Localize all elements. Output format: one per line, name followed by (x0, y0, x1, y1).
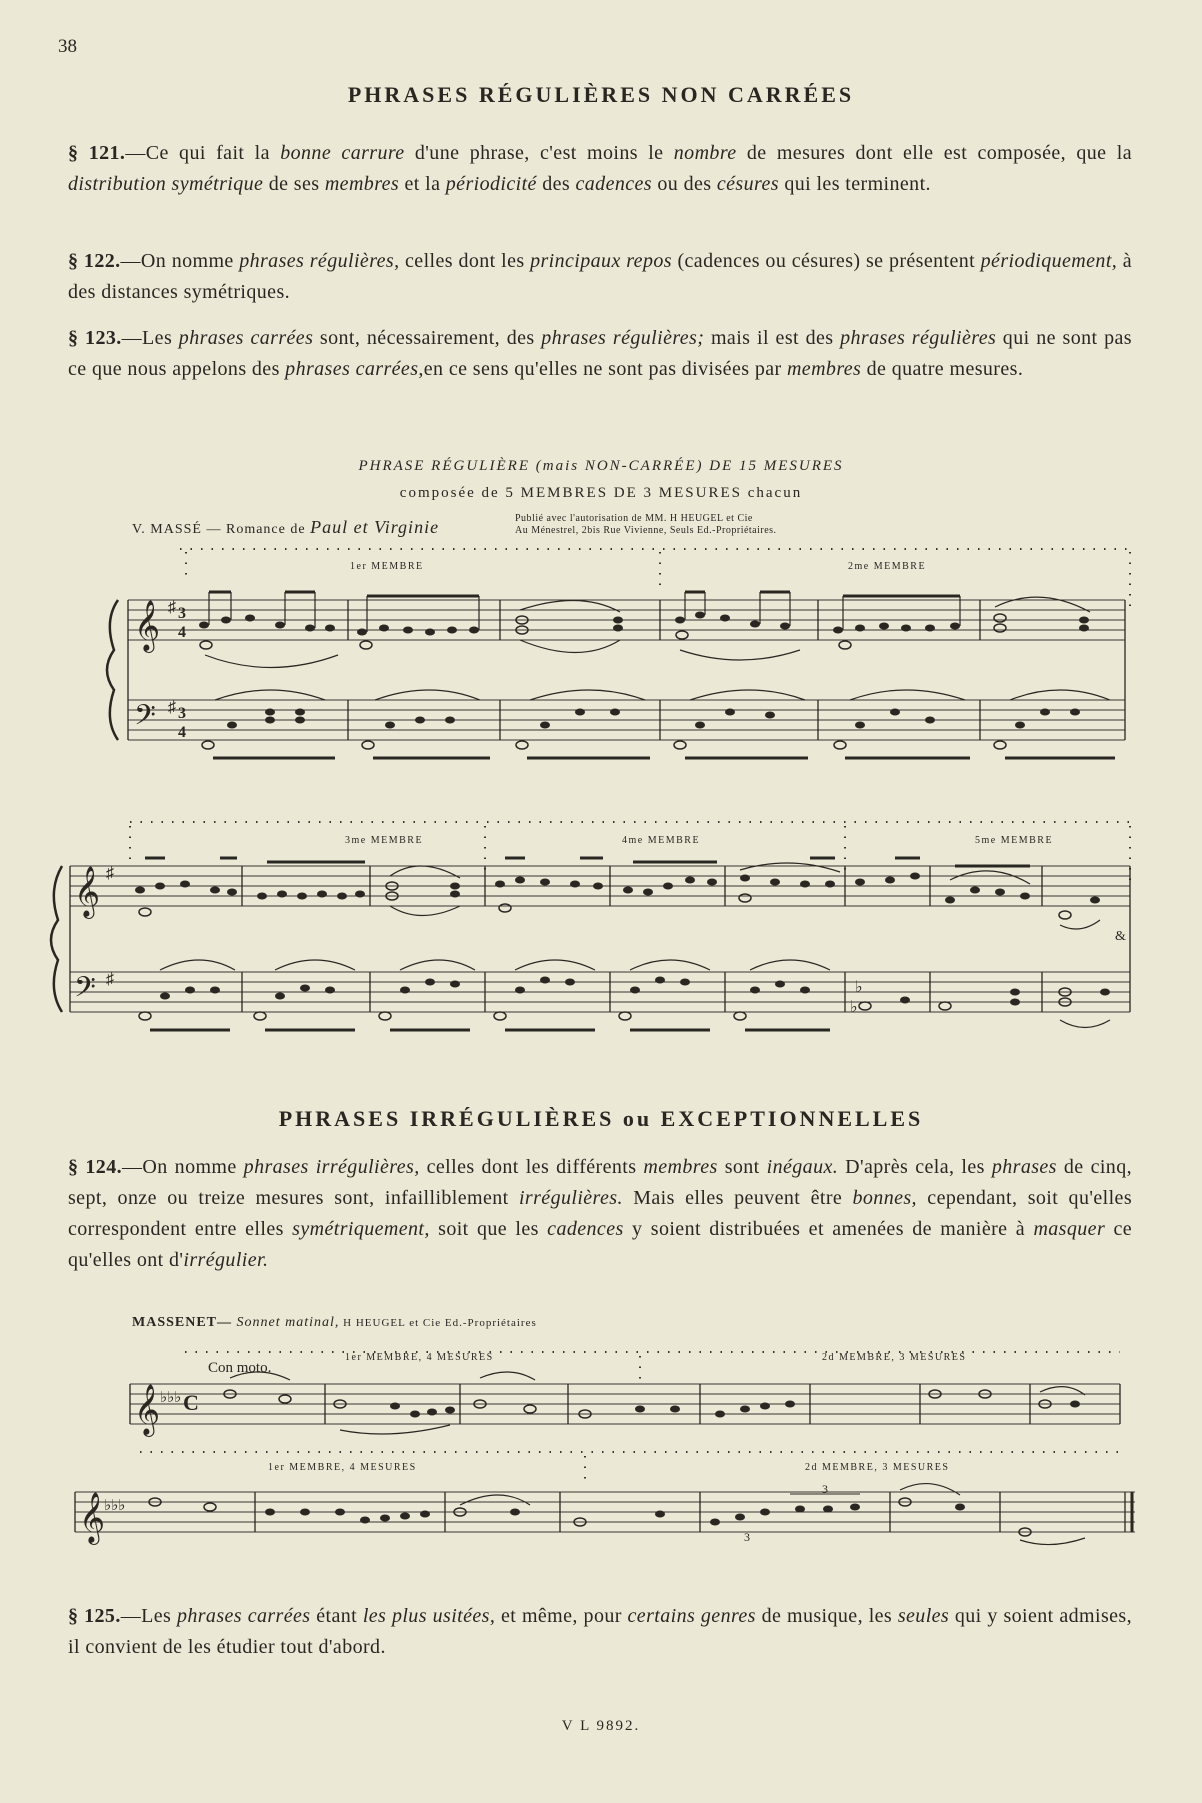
member-label: 4me MEMBRE (622, 835, 701, 846)
member-label: 1er MEMBRE (350, 561, 424, 572)
paragraph-124 (68, 1152, 1132, 1276)
member-label: 5me MEMBRE (975, 835, 1054, 846)
example2-source (132, 1315, 537, 1331)
text: de musique, les (755, 1605, 898, 1627)
treble-notes (199, 612, 1089, 636)
text: de cinq, sept, onze ou treize mesures sont, infailliblement (68, 1156, 1132, 1209)
half-notes (200, 614, 1006, 649)
beams (209, 592, 960, 596)
treble-staff (75, 1492, 1135, 1532)
text: de mesures dont elle est composée, que la (736, 142, 1132, 164)
text: (cadences ou césures) se présentent (671, 250, 981, 272)
bass-staff (70, 972, 1130, 1012)
emphasis: certains genres (627, 1605, 756, 1627)
emphasis: périodicité (445, 173, 537, 195)
emphasis: les plus usitées, (362, 1605, 496, 1627)
treble-clef-icon: 𝄞 (134, 1385, 161, 1434)
emphasis: phrases carrées (178, 327, 314, 349)
emphasis: membres (786, 358, 862, 380)
text: ce qu'elles ont d' (68, 1218, 1133, 1271)
paragraph-number: § 122. (68, 250, 121, 272)
time-signature: 3 (178, 705, 186, 722)
treble-clef-icon: 𝄞 (74, 867, 101, 916)
text: soit que les (429, 1218, 548, 1240)
key-signature-sharp-icon: ♯ (106, 971, 114, 988)
time-signature: 4 (178, 624, 186, 641)
text: d'une phrase, c'est moins le (404, 142, 674, 164)
emphasis: membres (324, 173, 400, 195)
grand-staff-brace (51, 866, 62, 1012)
beams (145, 858, 1030, 866)
composer: V. MASSÉ — Romance de (132, 522, 311, 537)
triplet-number: 3 (744, 1530, 750, 1544)
text: —On nomme (120, 250, 240, 272)
key-signature-sharp-icon: ♯ (168, 599, 176, 616)
paragraph-number: § 125. (68, 1605, 121, 1627)
emphasis: phrases carrées (176, 1605, 311, 1627)
treble-staff (128, 600, 1125, 640)
publisher: H HEUGEL et Cie Ed.-Propriétaires (339, 1317, 537, 1329)
key-signature-flat-icon: ♭♭♭ (104, 1498, 126, 1514)
paragraph-number: § 124. (68, 1156, 123, 1178)
emphasis: principaux repos (530, 250, 672, 272)
member-label: 3me MEMBRE (345, 835, 424, 846)
key-signature-sharp-icon: ♯ (106, 865, 114, 882)
text: —Les (120, 1605, 177, 1627)
text: celles dont les (399, 250, 531, 272)
text: à des distances symétriques. (68, 250, 1132, 303)
quarter-notes (390, 1401, 1080, 1418)
ampersand-mark: & (1115, 929, 1126, 944)
treble-staff (130, 1384, 1120, 1424)
emphasis: membres (643, 1156, 718, 1178)
tempo-marking: Con moto. (208, 1360, 272, 1376)
bass-slurs (160, 960, 1110, 1028)
emphasis: phrases régulières; (541, 327, 705, 349)
emphasis: cadences (575, 173, 652, 195)
text: étant (310, 1605, 363, 1627)
emphasis: masquer (1033, 1218, 1106, 1240)
paragraph-number: § 123. (68, 327, 122, 349)
bass-notes (227, 709, 1080, 729)
common-time-icon: C (183, 1390, 199, 1415)
text: qui ne sont pas ce que nous appelons des (68, 327, 1132, 380)
text: cependant, soit qu'elles correspondent entre elles (68, 1187, 1132, 1240)
text: de ses (263, 173, 325, 195)
bass-half-notes (202, 741, 1006, 749)
bass-notes (160, 977, 1110, 1006)
time-signature: 4 (178, 724, 186, 741)
text: qui y soient admises, il convient de les étudier tout d'abord. (68, 1605, 1132, 1658)
slurs (460, 1484, 1085, 1545)
plate-number: V L 9892. (561, 1718, 641, 1734)
flat-icon: ♭ (855, 979, 863, 996)
bass-clef-icon: 𝄢 (74, 973, 96, 1010)
emphasis: phrases carrées, (285, 358, 424, 380)
page-number: 38 (58, 36, 77, 57)
emphasis: cadences (547, 1218, 624, 1240)
emphasis: irrégulières. (518, 1187, 623, 1209)
emphasis: bonne carrure (280, 142, 405, 164)
publisher-line: Publié avec l'autorisation de MM. H HEUGEL et Cie (515, 513, 753, 524)
text: et même, pour (495, 1605, 628, 1627)
text: sont (717, 1156, 767, 1178)
text: en ce sens qu'elles ne sont pas divisées par (423, 358, 787, 380)
time-signature: 3 (178, 605, 186, 622)
emphasis: phrases régulières (840, 327, 997, 349)
publisher-line: Au Ménestrel, 2bis Rue Vivienne, Seuls Ed.-Propriétaires. (515, 525, 777, 536)
text: qui les terminent. (778, 173, 931, 195)
member-label: 2me MEMBRE (848, 561, 927, 572)
flat-icon: ♭ (850, 999, 858, 1016)
section-heading-regular: PHRASES RÉGULIÈRES NON CARRÉES (347, 82, 855, 107)
treble-clef-icon: 𝄞 (79, 1493, 106, 1542)
example1-caption: PHRASE RÉGULIÈRE (mais NON-CARRÉE) DE 15 MESURES (358, 458, 844, 474)
emphasis: phrases irrégulières, (243, 1156, 420, 1178)
text: —Les (121, 327, 179, 349)
text: —Ce qui fait la (125, 142, 281, 164)
half-notes (139, 882, 1071, 919)
key-signature-sharp-icon: ♯ (168, 699, 176, 716)
member-label: 2d MEMBRE, 3 MESURES (805, 1462, 950, 1473)
example1-subcaption: composée de 5 MEMBRES DE 3 MESURES chacun (399, 485, 803, 501)
text: des (536, 173, 576, 195)
stems (209, 592, 960, 632)
bass-clef-icon: 𝄢 (134, 701, 156, 738)
text: mais il est des (704, 327, 841, 349)
composer: MASSENET— (132, 1315, 237, 1330)
treble-clef-icon: 𝄞 (134, 601, 161, 650)
emphasis: périodiquement, (980, 250, 1118, 272)
barlines (128, 600, 1125, 740)
emphasis: césures (716, 173, 779, 195)
emphasis: irrégulier. (183, 1249, 269, 1271)
section-heading-irregular: PHRASES IRRÉGULIÈRES ou EXCEPTIONNELLES (278, 1106, 924, 1131)
emphasis: phrases (991, 1156, 1057, 1178)
grand-staff-brace (107, 600, 118, 740)
slurs (205, 597, 1090, 667)
bass-slurs (215, 690, 1110, 700)
work-title: Paul et Virginie (310, 517, 440, 537)
emphasis: phrases régulières, (239, 250, 400, 272)
paragraph-number: § 121. (68, 142, 126, 164)
paragraph-125 (68, 1601, 1132, 1663)
member-label: 2d MEMBRE, 3 MESURES (822, 1352, 967, 1363)
emphasis: bonnes, (852, 1187, 917, 1209)
work-title: Sonnet matinal, (236, 1315, 340, 1330)
text: Mais elles peuvent être (622, 1187, 853, 1209)
text: D'après cela, les (838, 1156, 992, 1178)
emphasis: seules (897, 1605, 950, 1627)
emphasis: distribution symétrique (68, 173, 264, 195)
key-signature-flat-icon: ♭♭♭ (160, 1390, 182, 1406)
text: celles dont les différents (419, 1156, 644, 1178)
member-label: 1er MEMBRE, 4 MESURES (345, 1352, 494, 1363)
text: et la (399, 173, 446, 195)
bass-staff (128, 700, 1125, 740)
emphasis: inégaux. (766, 1156, 839, 1178)
emphasis: symétriquement, (292, 1218, 430, 1240)
text: y soient distribuées et amenées de manière à (623, 1218, 1034, 1240)
text: —On nomme (122, 1156, 244, 1178)
text: ou des (652, 173, 717, 195)
text: sont, nécessairement, des (313, 327, 542, 349)
text: de quatre mesures. (861, 358, 1024, 380)
triplet-number: 3 (822, 1482, 828, 1496)
member-label: 1er MEMBRE, 4 MESURES (268, 1462, 417, 1473)
slurs (230, 1372, 1085, 1434)
half-notes (149, 1498, 1031, 1536)
emphasis: nombre (673, 142, 737, 164)
